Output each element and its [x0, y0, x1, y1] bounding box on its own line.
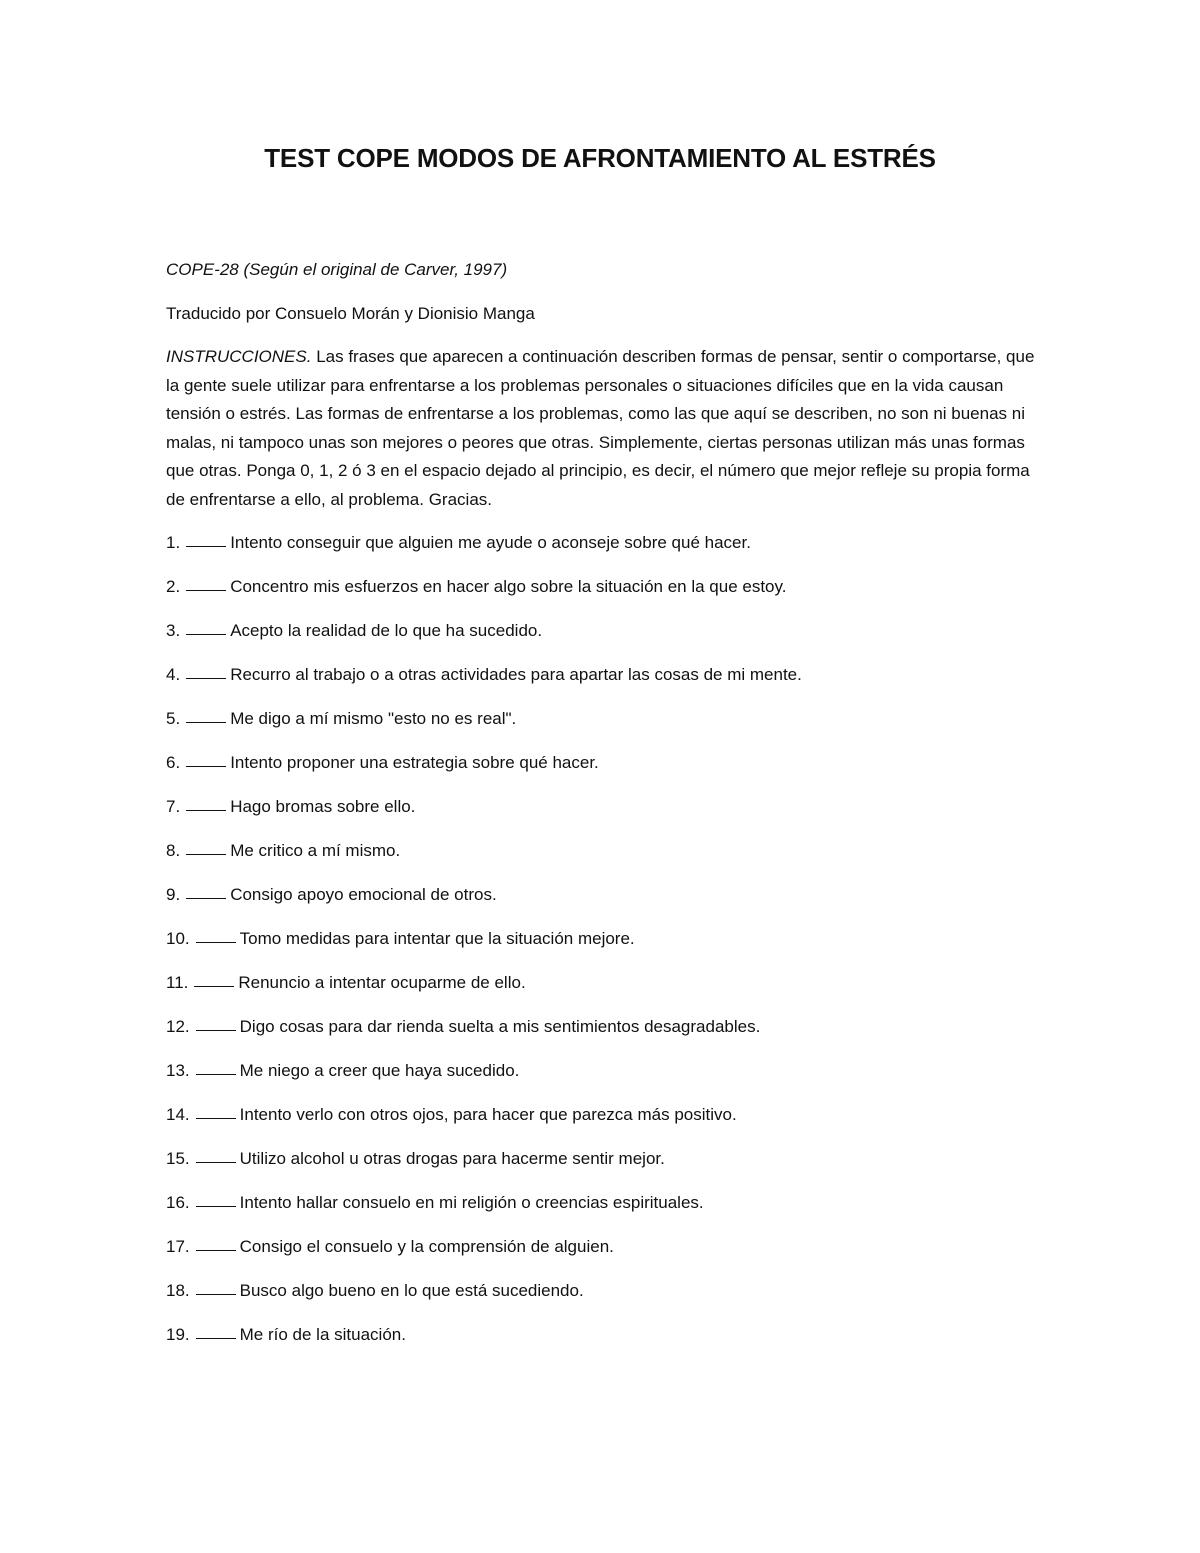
item-number: 7. [166, 796, 181, 816]
item-number: 2. [166, 576, 181, 596]
item-number: 5. [166, 708, 181, 728]
item-text: Busco algo bueno en lo que está sucediendo. [239, 1280, 584, 1300]
answer-blank[interactable] [196, 1147, 236, 1163]
answer-blank[interactable] [186, 795, 226, 811]
item-text: Concentro mis esfuerzos en hacer algo sobre la situación en la que estoy. [230, 576, 787, 596]
answer-blank[interactable] [186, 751, 226, 767]
questionnaire-items [166, 529, 1038, 1365]
instructions-lead: INSTRUCCIONES. [166, 347, 312, 366]
item-number: 3. [166, 620, 181, 640]
answer-blank[interactable] [196, 1015, 236, 1031]
item-number: 6. [166, 752, 181, 772]
answer-blank[interactable] [196, 1103, 236, 1119]
item-text: Intento proponer una estrategia sobre qué hacer. [230, 752, 599, 772]
questionnaire-item [166, 925, 1038, 969]
answer-blank[interactable] [186, 531, 226, 547]
item-text: Consigo apoyo emocional de otros. [230, 884, 497, 904]
questionnaire-item [166, 1101, 1038, 1145]
answer-blank[interactable] [186, 883, 226, 899]
item-number: 9. [166, 884, 181, 904]
questionnaire-item [166, 969, 1038, 1013]
translation-credit: Traducido por Consuelo Morán y Dionisio Manga [166, 304, 535, 323]
questionnaire-item [166, 573, 1038, 617]
document-body [166, 256, 1038, 1365]
answer-blank[interactable] [194, 971, 234, 987]
item-text: Intento conseguir que alguien me ayude o aconseje sobre qué hacer. [230, 532, 751, 552]
item-text: Renuncio a intentar ocuparme de ello. [238, 972, 526, 992]
item-number: 13. [166, 1060, 190, 1080]
item-number: 10. [166, 928, 190, 948]
item-number: 11. [166, 972, 189, 992]
answer-blank[interactable] [196, 1191, 236, 1207]
item-number: 19. [166, 1324, 190, 1344]
item-number: 16. [166, 1192, 190, 1212]
questionnaire-item [166, 881, 1038, 925]
item-text: Acepto la realidad de lo que ha sucedido. [230, 620, 543, 640]
questionnaire-item [166, 617, 1038, 661]
document-title: TEST COPE MODOS DE AFRONTAMIENTO AL ESTRÉS [264, 143, 936, 173]
questionnaire-item [166, 1057, 1038, 1101]
item-text: Me critico a mí mismo. [230, 840, 401, 860]
questionnaire-item [166, 1013, 1038, 1057]
item-number: 8. [166, 840, 181, 860]
instructions-paragraph [166, 343, 1038, 515]
item-text: Me río de la situación. [239, 1324, 406, 1344]
answer-blank[interactable] [196, 1235, 236, 1251]
questionnaire-item [166, 1321, 1038, 1365]
item-text: Me niego a creer que haya sucedido. [239, 1060, 520, 1080]
item-text: Consigo el consuelo y la comprensión de alguien. [239, 1236, 614, 1256]
questionnaire-item [166, 705, 1038, 749]
questionnaire-item [166, 1189, 1038, 1233]
answer-blank[interactable] [186, 663, 226, 679]
answer-blank[interactable] [186, 839, 226, 855]
item-number: 17. [166, 1236, 190, 1256]
questionnaire-item [166, 529, 1038, 573]
item-text: Digo cosas para dar rienda suelta a mis sentimientos desagradables. [239, 1016, 761, 1036]
item-number: 12. [166, 1016, 190, 1036]
instructions-text: Las frases que aparecen a continuación describen formas de pensar, sentir o comportarse, que la gente suele utilizar para enfrentarse a los problemas personales o situaciones difíciles que en la vida causan tensión o estrés. Las formas de enfrentarse a los problemas, como las que aquí se describen, no son ni buenas ni malas, ni tampoco unas son mejores o peores que otras. Simplemente, ciertas personas utilizan más unas formas que otras. Ponga 0, 1, 2 ó 3 en el espacio dejado al principio, es decir, el número que mejor refleje su propia forma de enfrentarse a ello, al problema. Gracias. [166, 347, 1035, 509]
item-number: 4. [166, 664, 181, 684]
item-text: Hago bromas sobre ello. [230, 796, 416, 816]
item-text: Utilizo alcohol u otras drogas para hacerme sentir mejor. [239, 1148, 665, 1168]
item-number: 1. [166, 532, 181, 552]
item-number: 15. [166, 1148, 190, 1168]
questionnaire-item [166, 1233, 1038, 1277]
item-text: Me digo a mí mismo "esto no es real". [230, 708, 517, 728]
questionnaire-item [166, 661, 1038, 705]
questionnaire-item [166, 1277, 1038, 1321]
answer-blank[interactable] [196, 1323, 236, 1339]
item-text: Recurro al trabajo o a otras actividades para apartar las cosas de mi mente. [230, 664, 802, 684]
questionnaire-item [166, 1145, 1038, 1189]
item-text: Tomo medidas para intentar que la situación mejore. [239, 928, 635, 948]
questionnaire-item [166, 837, 1038, 881]
answer-blank[interactable] [186, 707, 226, 723]
questionnaire-item [166, 749, 1038, 793]
item-number: 18. [166, 1280, 190, 1300]
item-text: Intento hallar consuelo en mi religión o creencias espirituales. [239, 1192, 704, 1212]
document-subtitle: COPE-28 (Según el original de Carver, 1997) [166, 260, 508, 279]
answer-blank[interactable] [186, 619, 226, 635]
item-number: 14. [166, 1104, 190, 1124]
answer-blank[interactable] [186, 575, 226, 591]
answer-blank[interactable] [196, 927, 236, 943]
item-text: Intento verlo con otros ojos, para hacer que parezca más positivo. [239, 1104, 737, 1124]
answer-blank[interactable] [196, 1059, 236, 1075]
answer-blank[interactable] [196, 1279, 236, 1295]
questionnaire-item [166, 793, 1038, 837]
